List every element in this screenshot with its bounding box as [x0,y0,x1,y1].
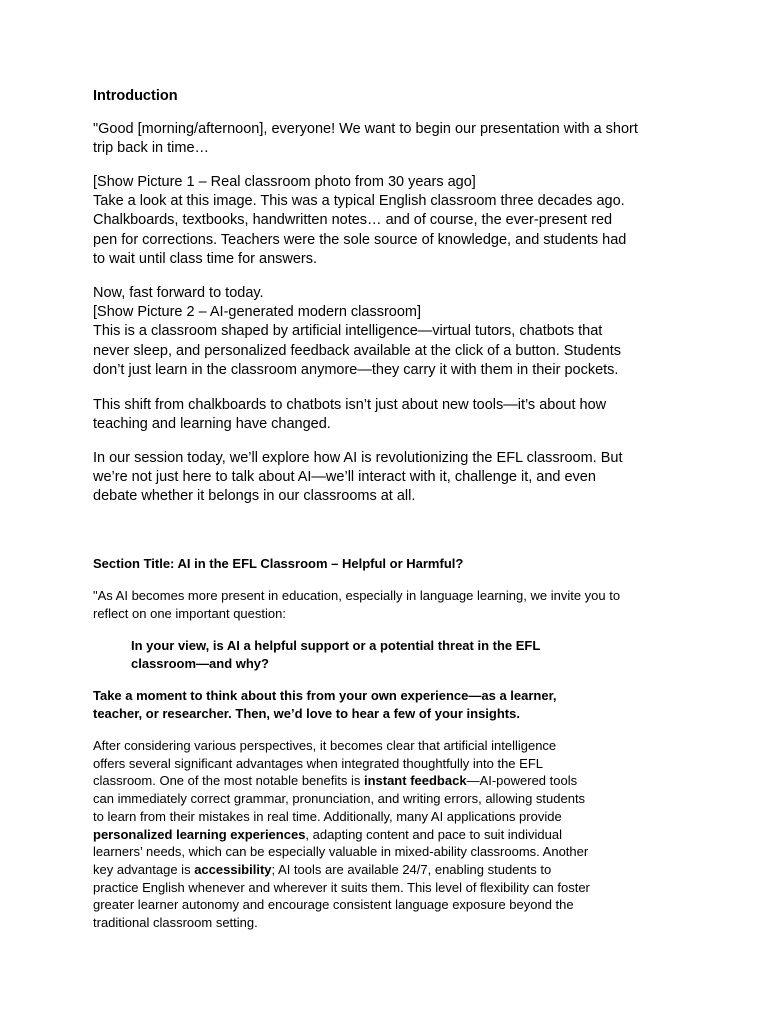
text-line: teaching and learning have changed. [93,416,331,433]
text-line: In our session today, we’ll explore how AI is revolutionizing the EFL classroom. But [93,450,623,466]
text-line: offers several significant advantages when integrated thoughtfully into the EFL [93,755,543,771]
text-run: —AI-powered tools [466,773,578,789]
emphasis-personalized-learning: personalized learning experiences [93,826,306,842]
text-line: [Show Picture 1 – Real classroom photo from 30 years ago] [93,174,476,190]
text-line: trip back in time… [93,140,210,157]
text-line: don’t just learn in the classroom anymore—they carry it with them in their pockets. [93,361,619,378]
text-line: "Good [morning/afternoon], everyone! We want to begin our presentation with a short [93,121,638,137]
text-line: After considering various perspectives, it becomes clear that artificial intelligence [93,738,557,753]
text-line: [Show Picture 2 – AI-generated modern classroom] [93,304,422,321]
section-lead-paragraph [93,587,683,622]
text-line [93,772,653,790]
text-line: pen for corrections. Teachers were the sole source of knowledge, and students had [93,231,627,248]
text-line: Now, fast forward to today. [93,285,264,301]
text-run: , adapting content and pace to suit individual [305,826,562,842]
text-line [93,826,653,844]
reflection-prompt [93,687,618,722]
emphasis-instant-feedback: instant feedback [363,773,467,789]
key-question [131,637,601,672]
text-line: never sleep, and personalized feedback available at the click of a button. Students [93,342,621,359]
section-title: Section Title: AI in the EFL Classroom – Helpful or Harmful? [93,556,464,571]
text-line: classroom—and why? [131,655,269,671]
text-line [93,861,653,879]
text-line: This is a classroom shaped by artificial intelligence—virtual tutors, chatbots that [93,323,603,340]
emphasis-accessibility: accessibility [194,861,272,877]
text-line: traditional classroom setting. [93,915,258,931]
text-line: to wait until class time for answers. [93,250,318,267]
text-run: ; AI tools are available 24/7, enabling students to [271,861,552,877]
text-line: This shift from chalkboards to chatbots isn’t just about new tools—it’s about how [93,397,607,413]
text-line: to learn from their mistakes in real time. Additionally, many AI applications provide [93,808,562,824]
intro-paragraph-2 [93,173,693,269]
text-line: greater learner autonomy and encourage consistent language exposure beyond the [93,897,574,913]
text-line: learners’ needs, which can be especially valuable in mixed-ability classrooms. Another [93,844,589,860]
intro-paragraph-3 [93,284,693,380]
text-line: reflect on one important question: [93,605,286,621]
intro-paragraph-5 [93,449,693,507]
text-line: we’re not just here to talk about AI—we’ll interact with it, challenge it, and even [93,469,596,486]
intro-paragraph-1 [93,120,693,158]
text-line: Take a look at this image. This was a typical English classroom three decades ago. [93,193,625,210]
text-line: In your view, is AI a helpful support or a potential threat in the EFL [131,638,541,653]
text-line: debate whether it belongs in our classrooms at all. [93,488,416,505]
advantages-paragraph [93,737,653,932]
text-line: practice English whenever and wherever it suits them. This level of flexibility can foster [93,879,590,895]
intro-heading: Introduction [93,88,178,104]
text-line: "As AI becomes more present in education, especially in language learning, we invite you to [93,588,621,603]
text-line: Take a moment to think about this from your own experience—as a learner, [93,688,557,703]
text-line: Chalkboards, textbooks, handwritten notes… and of course, the ever-present red [93,212,613,229]
text-run: key advantage is [93,861,195,877]
text-line: can immediately correct grammar, pronunciation, and writing errors, allowing students [93,791,586,807]
text-line: teacher, or researcher. Then, we’d love to hear a few of your insights. [93,705,520,721]
intro-paragraph-4 [93,396,693,434]
text-run: classroom. One of the most notable benefits is [93,773,364,789]
